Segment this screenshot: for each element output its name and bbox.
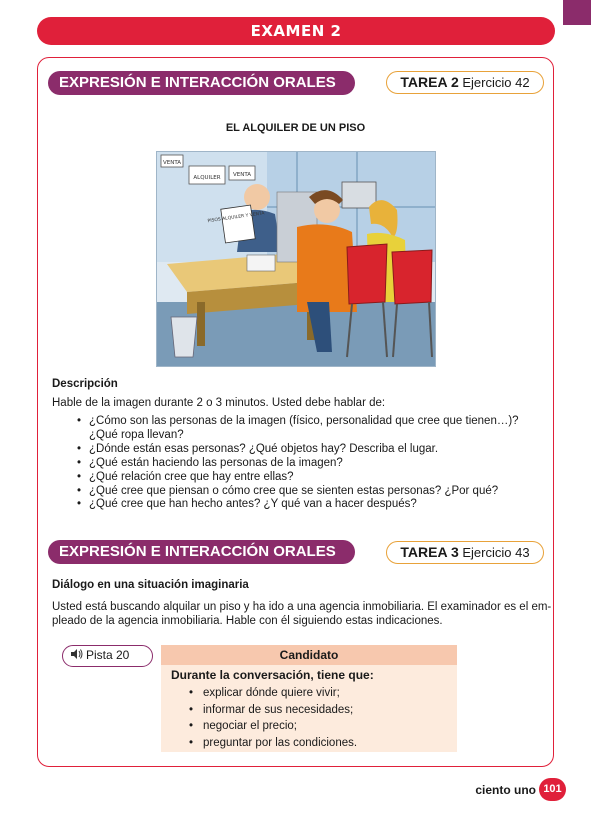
exercise-label: Ejercicio 43 xyxy=(462,545,530,560)
question-item: • ¿Qué están haciendo las personas de la imagen? xyxy=(73,457,543,471)
question-item: • ¿Qué relación cree que hay entre ellas? xyxy=(73,471,543,485)
image-title: EL ALQUILER DE UN PISO xyxy=(225,122,366,134)
question-item: • ¿Dónde están esas personas? ¿Qué objetos hay? Describa el lugar. xyxy=(73,443,543,457)
track-label: Pista 20 xyxy=(86,648,130,662)
question-item: • ¿Qué cree que han hecho antes? ¿Y qué van a hacer después? xyxy=(73,498,543,512)
task-label: TAREA 2 xyxy=(400,74,459,90)
candidate-item: • informar de sus necesidades; xyxy=(185,702,357,719)
dialog-heading: Diálogo en una situación imaginaria xyxy=(52,579,249,591)
question-list xyxy=(73,415,543,512)
candidate-item: • negociar el precio; xyxy=(185,718,357,735)
task-badge-2 xyxy=(386,541,544,564)
sign-text-venta: VENTA xyxy=(162,160,182,166)
page-number-text: ciento uno xyxy=(475,783,536,797)
section-title-1: EXPRESIÓN E INTERACCIÓN ORALES xyxy=(48,71,355,95)
description-intro: Hable de la imagen durante 2 o 3 minutos. Usted debe hablar de: xyxy=(52,397,386,409)
candidate-list xyxy=(185,685,357,751)
sign-text-venta-2: VENTA xyxy=(232,172,252,178)
speaker-icon xyxy=(71,646,83,665)
candidate-box xyxy=(161,665,457,752)
section-title-2: EXPRESIÓN E INTERACCIÓN ORALES xyxy=(48,540,355,564)
candidate-item: • explicar dónde quiere vivir; xyxy=(185,685,357,702)
exercise-label: Ejercicio 42 xyxy=(462,75,530,90)
exam-title-banner: EXAMEN 2 xyxy=(37,17,555,45)
office-illustration xyxy=(156,151,436,367)
dialog-text-line-1: Usted está buscando alquilar un piso y ha ido a una agencia inmobiliaria. El examinador es el em- xyxy=(52,601,552,613)
task-badge-1 xyxy=(386,71,544,94)
task-label: TAREA 3 xyxy=(400,544,459,560)
question-item: • ¿Cómo son las personas de la imagen (físico, personalidad que cree que tienen…)? ¿Qué ropa llevan? xyxy=(73,415,543,443)
corner-tab xyxy=(563,0,591,25)
candidate-intro: Durante la conversación, tiene que: xyxy=(171,668,374,682)
audio-track-button[interactable] xyxy=(62,645,153,667)
candidate-item: • preguntar por las condiciones. xyxy=(185,735,357,752)
description-heading: Descripción xyxy=(52,378,118,390)
newspaper-text: PISOS ALQUILER Y VENTA xyxy=(207,211,265,225)
candidate-header: Candidato xyxy=(161,645,457,665)
question-item: • ¿Qué cree que piensan o cómo cree que se sienten estas personas? ¿Por qué? xyxy=(73,485,543,499)
page-number-badge: 101 xyxy=(539,778,566,801)
sign-text-alquiler: ALQUILER xyxy=(193,175,221,181)
dialog-text-line-2: pleado de la agencia inmobiliaria. Hable con él siguiendo estas indicaciones. xyxy=(52,615,443,627)
